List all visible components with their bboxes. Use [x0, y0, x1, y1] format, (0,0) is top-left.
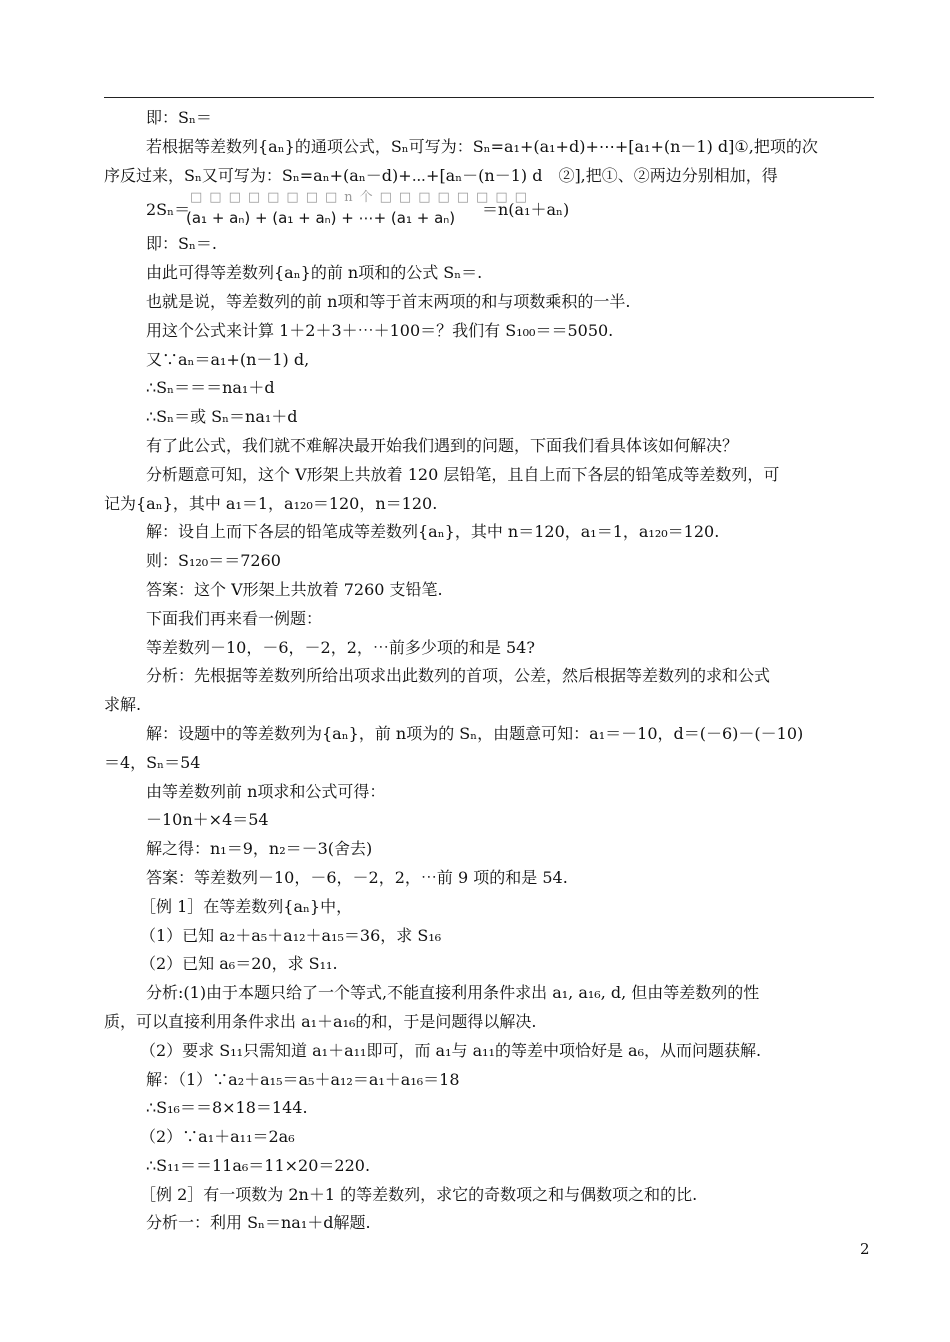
text-line: ∴S₁₆＝＝8×18＝144.	[146, 1098, 308, 1118]
text-line: 又∵aₙ＝a₁+(n－1) d,	[146, 349, 310, 369]
header-rule	[104, 97, 874, 98]
text-line: 答案：等差数列－10，－6，－2，2，⋯前 9 项的和是 54.	[146, 867, 568, 887]
text-line: 解：（1）∵a₂＋a₁₅＝a₅＋a₁₂＝a₁＋a₁₆＝18	[146, 1069, 460, 1089]
text-line: 即：Sₙ＝.	[146, 234, 217, 254]
text-line: ∴S₁₁＝＝11a₆＝11×20＝220.	[146, 1155, 371, 1175]
text-line: ∴Sₙ＝＝＝na₁＋d	[146, 378, 275, 398]
text-line: 求解.	[104, 695, 142, 715]
text-line: （2）要求 S₁₁只需知道 a₁＋a₁₁即可，而 a₁与 a₁₁的等差中项恰好是 a₆，从而问题获解.	[140, 1040, 762, 1060]
text-line: 下面我们再来看一例题：	[146, 608, 323, 628]
text-line: 等差数列－10，－6，－2，2，⋯前多少项的和是 54?	[146, 637, 535, 657]
text-line: 用这个公式来计算 1＋2＋3＋⋯＋100＝？我们有 S₁₀₀＝＝5050.	[146, 320, 614, 340]
text-line: （2）∵a₁＋a₁₁＝2a₆	[140, 1127, 295, 1147]
text-line: 分析题意可知，这个 V形架上共放着 120 层铅笔，且自上而下各层的铅笔成等差数列，可	[146, 464, 780, 484]
text-line: ［例 2］有一项数为 2n＋1 的等差数列，求它的奇数项之和与偶数项之和的比.	[140, 1184, 698, 1204]
text-line: 由等差数列前 n项求和公式可得：	[146, 781, 386, 801]
text-line: ［例 1］在等差数列{aₙ}中，	[140, 896, 353, 916]
text-line: 质，可以直接利用条件求出 a₁＋a₁₆的和，于是问题得以解决.	[104, 1011, 537, 1031]
text-line: 序反过来，Sₙ又可写为：Sₙ=aₙ+(aₙ－d)+⋯+[aₙ－(n－1) d ②],把①、②两边分别相加，得	[104, 165, 778, 185]
text-block	[104, 230, 874, 1238]
text-line: ∴Sₙ＝或 Sₙ＝na₁＋d	[146, 407, 298, 427]
document-body	[104, 104, 874, 1238]
text-line: 分析一：利用 Sₙ＝na₁＋d解题.	[146, 1213, 371, 1233]
text-line: 若根据等差数列{aₙ}的通项公式，Sₙ可写为：Sₙ=a₁+(a₁+d)+⋯+[a₁+(n－1) d]①,把项的次	[146, 136, 818, 156]
text-line: 即：Sₙ＝	[146, 108, 212, 127]
text-line: 答案：这个 V形架上共放着 7260 支铅笔.	[146, 579, 443, 599]
text-line: 解之得：n₁＝9，n₂＝－3(舍去)	[146, 839, 373, 859]
equation-rhs: ＝n(a₁＋aₙ)	[482, 200, 570, 220]
sum-equation	[104, 190, 874, 230]
text-line: 分析：先根据等差数列所给出项求出此数列的首项，公差，然后根据等差数列的求和公式	[146, 666, 771, 686]
text-line: 分析:(1)由于本题只给了一个等式,不能直接利用条件求出 a₁, a₁₆, d, 但由等差数列的性	[146, 983, 760, 1003]
equation-lhs: 2Sₙ＝	[146, 200, 191, 220]
text-line: ＝4，Sₙ＝54	[104, 752, 201, 772]
text-line: （2）已知 a₆＝20，求 S₁₁.	[140, 954, 338, 974]
text-line: 记为{aₙ}，其中 a₁＝1，a₁₂₀＝120，n＝120.	[104, 493, 438, 513]
equation-overbrace: □□□□□□□□n个□□□□□□□□	[190, 190, 534, 206]
text-line: －10n＋×4＝54	[146, 810, 269, 830]
text-line: 有了此公式，我们就不难解决最开始我们遇到的问题，下面我们看具体该如何解决？	[146, 435, 739, 455]
text-line: 由此可得等差数列{aₙ}的前 n项和的公式 Sₙ＝.	[146, 263, 483, 283]
text-line: 解：设题中的等差数列为{aₙ}，前 n项为的 Sₙ，由题意可知：a₁＝－10，d＝(－6)－(－10)	[146, 723, 804, 743]
text-line: 则：S₁₂₀＝＝7260	[146, 551, 281, 571]
text-line: 也就是说，等差数列的前 n项和等于首末两项的和与项数乘积的一半.	[146, 291, 631, 311]
page-number: 2	[860, 1240, 870, 1258]
equation-terms: (a₁ + aₙ) + (a₁ + aₙ) + ⋯+ (a₁ + aₙ)	[186, 209, 456, 228]
text-line: （1）已知 a₂＋a₅＋a₁₂＋a₁₅＝36，求 S₁₆	[140, 925, 442, 945]
text-line: 解：设自上而下各层的铅笔成等差数列{aₙ}，其中 n＝120，a₁＝1，a₁₂₀＝120.	[146, 522, 720, 542]
